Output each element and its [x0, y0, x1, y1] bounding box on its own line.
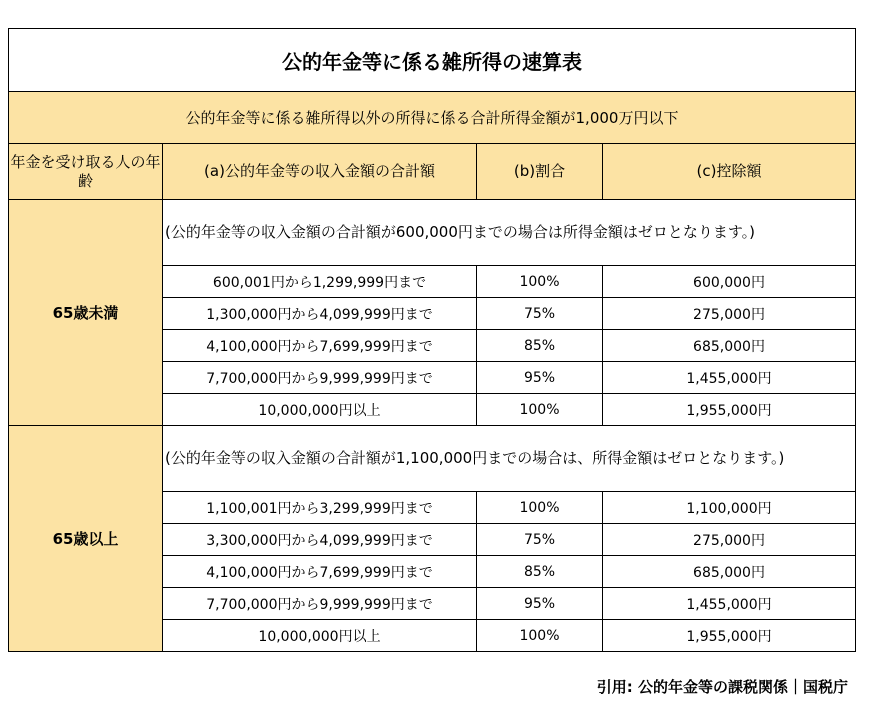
header-deduction: (c)控除額 — [603, 144, 856, 200]
group-note: (公的年金等の収入金額の合計額が1,100,000円までの場合は、所得金額はゼロとなります。) — [163, 426, 856, 492]
group-note: (公的年金等の収入金額の合計額が600,000円までの場合は所得金額はゼロとなります。) — [163, 200, 856, 266]
deduction-value: 275,000円 — [603, 298, 856, 330]
rate-value: 85% — [477, 556, 603, 588]
header-income: (a)公的年金等の収入金額の合計額 — [163, 144, 477, 200]
rate-value: 75% — [477, 298, 603, 330]
deduction-table — [8, 28, 856, 652]
rate-value: 100% — [477, 492, 603, 524]
header-age: 年金を受け取る人の年齢 — [9, 144, 163, 200]
rate-value: 95% — [477, 362, 603, 394]
deduction-value: 1,455,000円 — [603, 362, 856, 394]
income-range: 4,100,000円から7,699,999円まで — [163, 556, 477, 588]
header-rate: (b)割合 — [477, 144, 603, 200]
deduction-value: 275,000円 — [603, 524, 856, 556]
age-group-label: 65歳未満 — [9, 200, 163, 426]
deduction-value: 1,100,000円 — [603, 492, 856, 524]
income-range: 10,000,000円以上 — [163, 394, 477, 426]
rate-value: 75% — [477, 524, 603, 556]
deduction-value: 685,000円 — [603, 556, 856, 588]
rate-value: 100% — [477, 620, 603, 652]
table-subtitle: 公的年金等に係る雑所得以外の所得に係る合計所得金額が1,000万円以下 — [9, 92, 856, 144]
table-title: 公的年金等に係る雑所得の速算表 — [9, 29, 856, 92]
deduction-value: 1,955,000円 — [603, 620, 856, 652]
age-group-label: 65歳以上 — [9, 426, 163, 652]
income-range: 7,700,000円から9,999,999円まで — [163, 588, 477, 620]
deduction-value: 685,000円 — [603, 330, 856, 362]
deduction-value: 1,955,000円 — [603, 394, 856, 426]
income-range: 10,000,000円以上 — [163, 620, 477, 652]
rate-value: 85% — [477, 330, 603, 362]
source-citation: 引用: 公的年金等の課税関係｜国税庁 — [596, 678, 848, 696]
rate-value: 100% — [477, 266, 603, 298]
income-range: 600,001円から1,299,999円まで — [163, 266, 477, 298]
income-range: 7,700,000円から9,999,999円まで — [163, 362, 477, 394]
income-range: 1,100,001円から3,299,999円まで — [163, 492, 477, 524]
deduction-value: 600,000円 — [603, 266, 856, 298]
income-range: 3,300,000円から4,099,999円まで — [163, 524, 477, 556]
income-range: 1,300,000円から4,099,999円まで — [163, 298, 477, 330]
deduction-value: 1,455,000円 — [603, 588, 856, 620]
rate-value: 100% — [477, 394, 603, 426]
rate-value: 95% — [477, 588, 603, 620]
income-range: 4,100,000円から7,699,999円まで — [163, 330, 477, 362]
